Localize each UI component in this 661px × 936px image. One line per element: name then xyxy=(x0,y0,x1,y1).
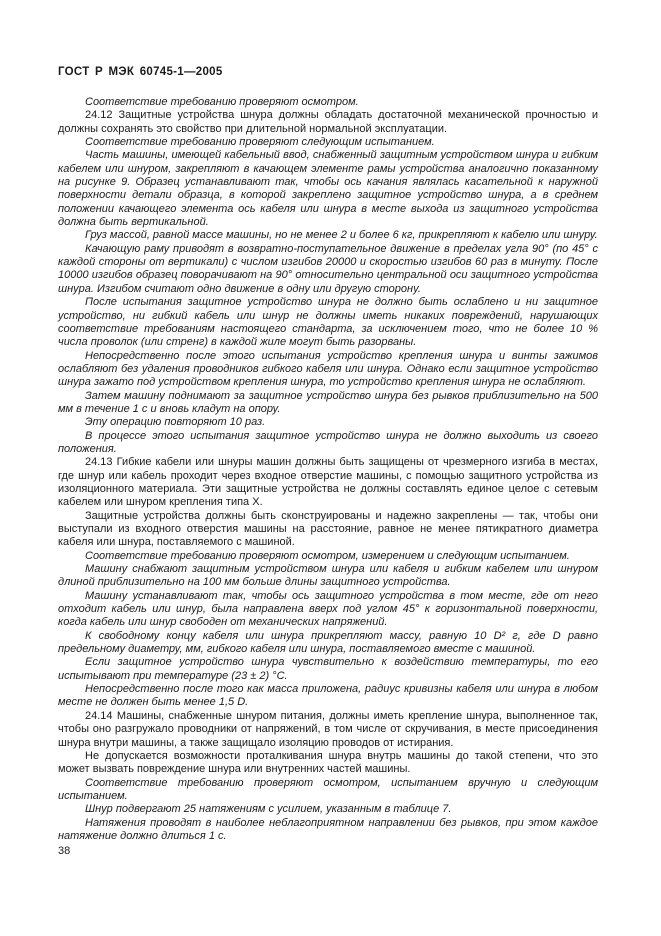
paragraph: К свободному концу кабеля или шнура прикрепляют массу, равную 10 D² г, где D равно предельному диаметру, мм, гибкого кабеля или шнура, поставляемого вместе с машиной. xyxy=(58,629,598,656)
paragraph: 24.13 Гибкие кабели или шнуры машин должны быть защищены от чрезмерного изгиба в местах, где шнур или кабель проходит через входное отверстие машины, с помощью защитного устройства из изоляционного материала. Эти защитные устройства не должны составлять единое целое с сетевым кабелем или шнуром крепления типа X. xyxy=(58,456,598,509)
paragraph: Груз массой, равной массе машины, но не менее 2 и более 6 кг, прикрепляют к кабелю или шнуру. xyxy=(85,229,598,242)
paragraph: Соответствие требованию проверяют осмотром, измерением и следующим испытанием. xyxy=(85,549,570,562)
document-body xyxy=(58,96,598,843)
paragraph: Защитные устройства должны быть сконструированы и надежно закреплены — так, чтобы они выступали из входного отверстия машины на расстояние, равное не менее пятикратного диаметра кабеля или шнура, поставляемого с машиной. xyxy=(58,509,598,549)
paragraph: Шнур подвергают 25 натяжениям с усилием, указанным в таблице 7. xyxy=(85,803,452,816)
page-number: 38 xyxy=(58,845,71,857)
paragraph: Если защитное устройство шнура чувствительно к воздействию температуры, то его испытывают при температуре (23 ± 2) °C. xyxy=(58,656,598,682)
paragraph: Эту операцию повторяют 10 раз. xyxy=(85,416,266,429)
paragraph: В процессе этого испытания защитное устройство шнура не должно выходить из своего положения. xyxy=(58,429,598,455)
paragraph: После испытания защитное устройство шнура не должно быть ослаблено и ни защитное устройство, ни гибкий кабель или шнур не должны иметь никаких повреждений, нарушающих соответствие требованиям настоящего стандарта, за исключением того, что не более 10 % числа проволок (или стренг) в каждой жиле могут быть разорваны. xyxy=(58,296,598,349)
paragraph: Натяжения проводят в наиболее неблагоприятном направлении без рывков, при этом каждое натяжение должно длиться 1 с. xyxy=(58,816,598,842)
paragraph: Не допускается возможности проталкивания шнура внутрь машины до такой степени, что это может вызвать повреждение шнура или внутренних частей машины. xyxy=(58,749,598,776)
paragraph: Часть машины, имеющей кабельный ввод, снабженный защитным устройством шнура и гибким кабелем или шнуром, закрепляют в качающем элементе рамы устройства аналогично показанному на рисунке 9. Образец устанавливают так, чтобы ось качания являлась касательной к наружной поверхности детали образца, в которой закреплено защитное устройство шнура, а в среднем положении качающего элемента ось кабеля или шнура в месте выхода из защитного устройства должна быть вертикальной. xyxy=(58,149,598,229)
paragraph: Машину устанавливают так, чтобы ось защитного устройства в том месте, где от него отходит кабель или шнур, была направлена вверх под углом 45° к горизонтальной поверхности, когда кабель или шнур свободен от механических напряжений. xyxy=(58,589,598,629)
paragraph: Машину снабжают защитным устройством шнура или кабеля и гибким кабелем или шнуром длиной приблизительно на 100 мм больше длины защитного устройства. xyxy=(58,563,598,589)
paragraph: Непосредственно после этого испытания устройство крепления шнура и винты зажимов ослабляют без удаления проводников гибкого кабеля или шнура. Однако если защитное устройство шнура зажато под устройством крепления шнура, то устройство крепления шнура не ослабляют. xyxy=(58,349,598,389)
paragraph: 24.14 Машины, снабженные шнуром питания, должны иметь крепление шнура, выполненное так, чтобы оно разгружало проводники от напряжений, в том числе от скручивания, в месте присоединения шнура внутри машины, а также защищало изоляцию проводов от истирания. xyxy=(58,709,598,749)
paragraph: 24.12 Защитные устройства шнура должны обладать достаточной механической прочностью и должны сохранять это свойство при длительной нормальной эксплуатации. xyxy=(58,109,598,135)
paragraph: Затем машину поднимают за защитное устройство шнура без рывков приблизительно на 500 мм в течение 1 с и вновь кладут на опору. xyxy=(58,389,598,415)
paragraph: Качающую раму приводят в возвратно-поступательное движение в пределах угла 90° (по 45° с каждой стороны от вертикали) с числом изгибов 20000 и скоростью изгибов 60 раз в минуту. После 10000 изгибов образец поворачивают на 90° относительно центральной оси защитного устройства шнура. Изгибом считают одно движение в одну или другую сторону. xyxy=(58,242,598,295)
paragraph: Соответствие требованию проверяют осмотром. xyxy=(85,96,359,108)
paragraph: Непосредственно после того как масса приложена, радиус кривизны кабеля или шнура в любом месте не должен быть менее 1,5 D. xyxy=(58,683,598,709)
paragraph: Соответствие требованию проверяют осмотром, испытанием вручную и следующим испытанием. xyxy=(58,776,598,802)
paragraph: Соответствие требованию проверяют следующим испытанием. xyxy=(85,136,435,149)
document-header: ГОСТ Р МЭК 60745-1—2005 xyxy=(58,66,223,78)
